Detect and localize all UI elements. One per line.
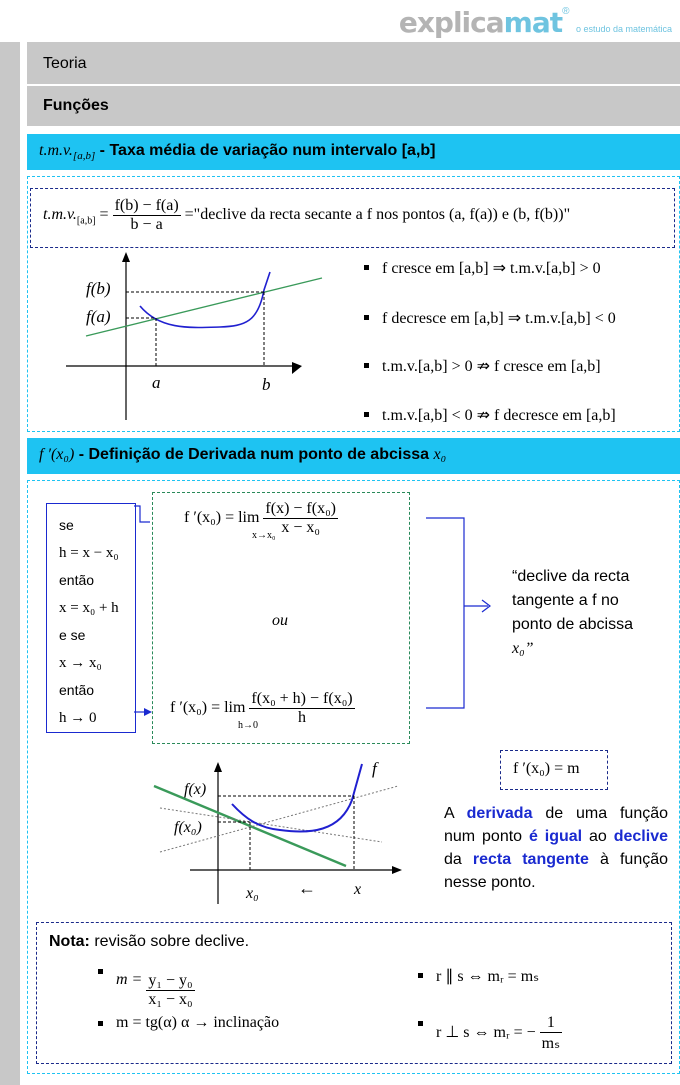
ou-label: ou: [272, 612, 288, 629]
statement-segment: de uma função num ponto: [444, 805, 669, 845]
connector-lines: [130, 500, 500, 731]
label-fb: f(b): [86, 279, 111, 298]
label-b: b: [262, 375, 271, 394]
tmv-bullet-3: t.m.v.[a,b] > 0 ⇏ f cresce em [a,b]: [382, 358, 601, 375]
nota-bullet-2: m = tg(α) α → inclinação: [116, 1014, 280, 1031]
nota-bullet-3: r ∥ s ⇔ mᵣ = mₛ: [436, 968, 540, 985]
substitution-box: [46, 503, 136, 733]
logo-reg: ®: [562, 6, 570, 17]
tangent-quote: “declive da recta tangente a f no ponto de abcissa x₀”: [512, 568, 633, 657]
statement-segment: recta tangente: [472, 851, 589, 868]
statement-segment: é igual: [528, 828, 583, 845]
nota-bullet-4: r ⊥ s ⇔ mᵣ = − $\frac{1}{\text{mₛ}}$: [436, 1014, 561, 1052]
logo-text-1: explica: [398, 6, 504, 39]
left-sidebar: [0, 42, 20, 1085]
label-fx0: f(x₀): [174, 819, 202, 836]
section-header: [27, 42, 680, 84]
label-x0: x₀: [246, 885, 259, 902]
secant-graph: [60, 250, 340, 425]
statement-segment: declive: [613, 828, 668, 845]
label-f: f: [372, 759, 377, 778]
m-box: [500, 750, 608, 790]
derivative-title-band: [27, 438, 680, 474]
derivative-title: f ′(x₀) - Definição de Derivada num ponto de abcissa x₀: [39, 446, 447, 463]
tmv-formula-box: [30, 188, 675, 248]
label-x: x: [354, 881, 362, 898]
statement-segment: ao: [582, 828, 614, 845]
tmv-title-band: [27, 134, 680, 170]
label-fx: f(x): [184, 781, 207, 798]
logo-tagline: o estudo da matemática: [575, 24, 672, 34]
section-title: Teoria: [43, 55, 87, 72]
topic-title: Funções: [43, 97, 109, 114]
label-fa: f(a): [86, 307, 111, 326]
derivative-statement: [444, 802, 668, 894]
statement-segment: à função nesse ponto.: [444, 851, 669, 891]
nota-bullet-1: m = $\frac{\text{y₁ − y₀}}{\text{x₁ − x₀}}$: [116, 962, 195, 999]
tmv-bullet-2: f decresce em [a,b] ⇒ t.m.v.[a,b] < 0: [382, 310, 616, 327]
statement-segment: derivada: [466, 805, 533, 822]
m-box-text: f ′(x₀) = m: [513, 760, 580, 777]
tangent-graph: [150, 758, 410, 908]
tmv-bullet-4: t.m.v.[a,b] < 0 ⇏ f decresce em [a,b]: [382, 407, 616, 424]
label-arrow: ←: [298, 878, 316, 898]
label-a: a: [152, 373, 161, 392]
substitution-lines: se h = x − x₀ então x = x₀ + h e se x → x₀ então h → 0: [59, 517, 119, 726]
nota-title: Nota: revisão sobre declive.: [49, 933, 250, 950]
tmv-bullet-1: f cresce em [a,b] ⇒ t.m.v.[a,b] > 0: [382, 260, 601, 277]
tmv-title: $t.m.v._{[a,b]}$ - Taxa média de variação num intervalo [a,b]: [39, 142, 436, 163]
explicamat-logo: [399, 6, 672, 40]
statement-segment: da: [444, 851, 473, 868]
tmv-formula: $t.m.v._{[a,b]}$ = $\frac{f(b) - f(a)}{b - a}$ ="declive da recta secante a f nos pontos (a, f(a)) e (b, f(b))": [43, 197, 571, 233]
logo-text-2: mat: [503, 6, 563, 39]
topic-header: [27, 86, 680, 126]
statement-segment: A: [444, 805, 467, 822]
definition-2: f ′(x₀) = lim h→0 $\frac{\text{f(x₀ + h) − f(x₀)}}{h}$: [170, 690, 353, 731]
definition-1: f ′(x₀) = lim x→x₀ $\frac{\text{f(x) − f(x₀)}}{\text{x − x₀}}$: [184, 500, 336, 541]
